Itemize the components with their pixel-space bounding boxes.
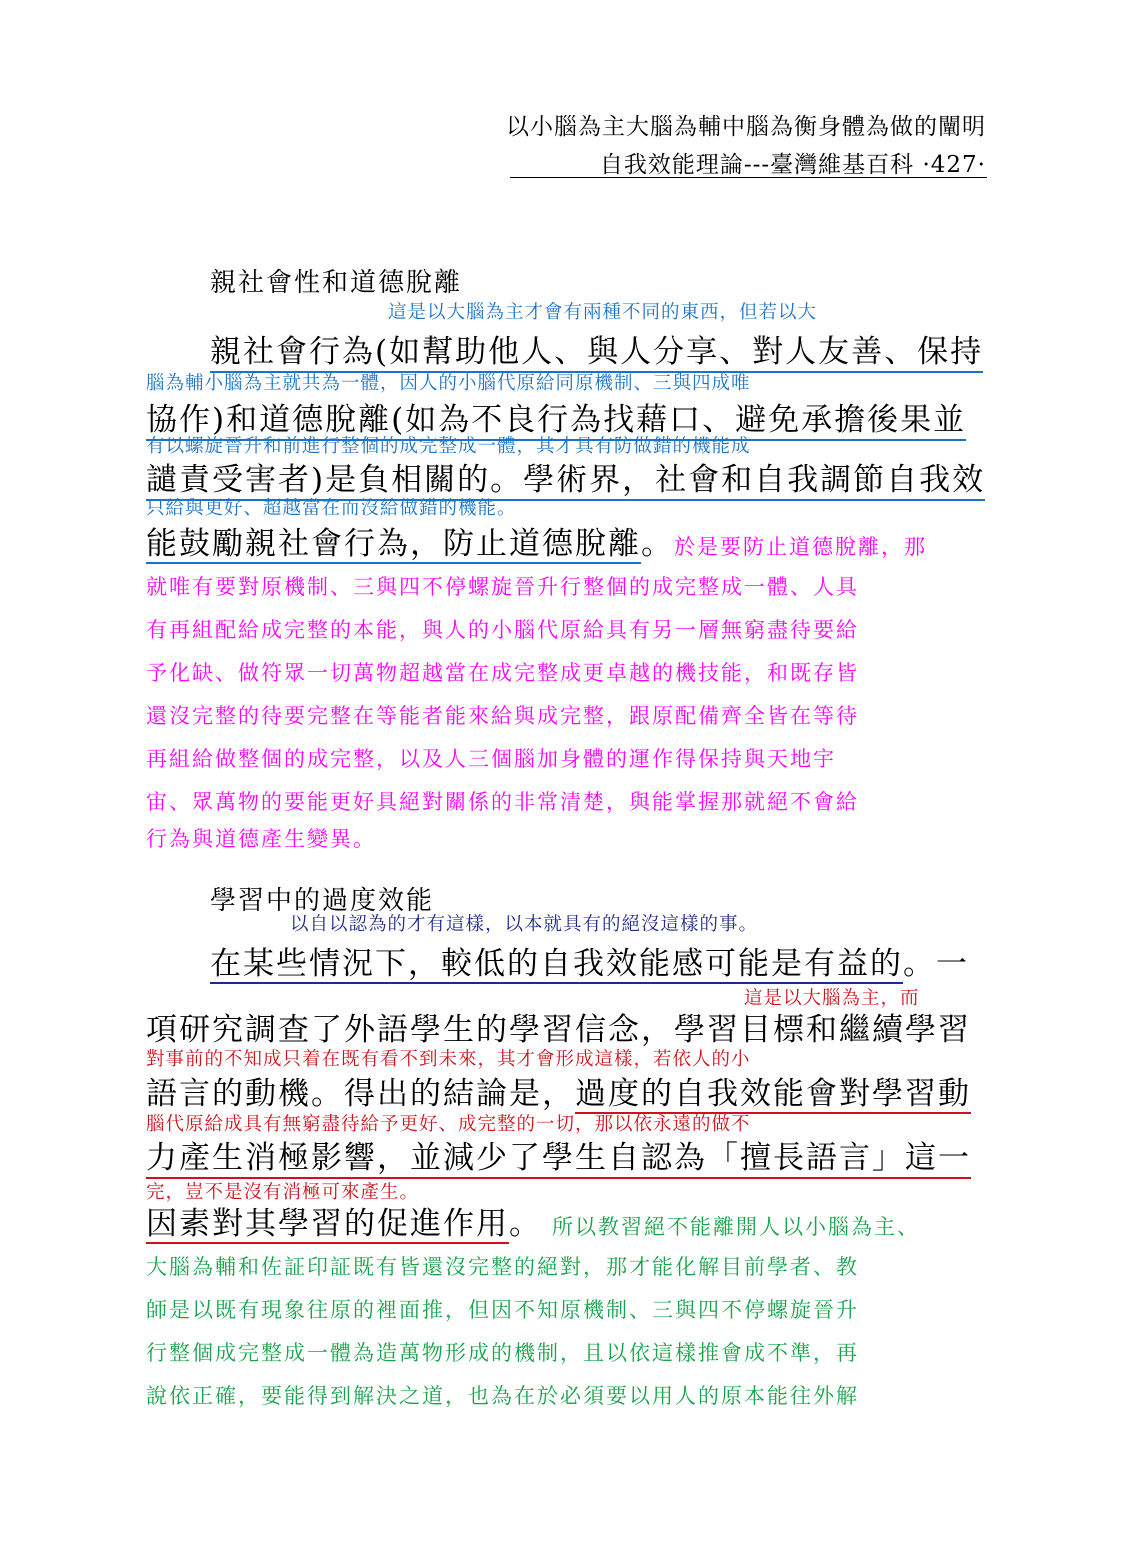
comment-paragraph-line: 宙、眾萬物的要能更好具絕對關係的非常清楚，與能掌握那就絕不會給 xyxy=(146,790,859,814)
body-text-line: 力產生消極影響，並減少了學生自認為「擅長語言」這一 xyxy=(146,1132,971,1179)
running-header-subtitle: 自我效能理論---臺灣維基百科 ·427· xyxy=(599,152,986,178)
comment-paragraph-line: 還沒完整的待要完整在等能者能來給與成完整，跟原配備齊全皆在等待 xyxy=(146,704,859,728)
annotation-note: 完，豈不是沒有消極可來產生。 xyxy=(146,1182,420,1203)
body-text-segment: 過度的自我效能會對學習動 xyxy=(575,1076,971,1112)
body-text-line: 項研究調查了外語學生的學習信念，學習目標和繼續學習 xyxy=(146,1012,971,1048)
inline-comment: 於是要防止道德脫離，那 xyxy=(674,535,927,559)
body-text-segment: 在某些情況下，較低的自我效能感可能是有益的 xyxy=(210,946,903,982)
body-text-punct: 。 xyxy=(641,526,674,562)
body-text-line xyxy=(210,938,969,983)
body-text-line: 親社會行為(如幫助他人、與人分享、對人友善、保持 xyxy=(210,326,983,373)
body-text-line: 協作)和道德脫離(如為不良行為找藉口、避免承擔後果並 xyxy=(146,394,966,441)
comment-paragraph-line: 師是以既有現象往原的裡面推，但因不知原機制、三與四不停螺旋晉升 xyxy=(146,1298,859,1322)
annotation-note: 對事前的不知成只着在既有看不到未來，其才會形成這樣，若依人的小 xyxy=(146,1049,751,1070)
body-text-line: 譴責受害者)是負相關的。學術界，社會和自我調節自我效 xyxy=(146,454,985,501)
body-text-punct: 。 xyxy=(509,1206,542,1242)
comment-paragraph-line: 說依正確，要能得到解決之道，也為在於必須要以用人的原本能往外解 xyxy=(146,1384,859,1408)
header-rule xyxy=(510,177,987,178)
body-text-line-with-comment xyxy=(146,1198,920,1243)
annotation-note: 腦代原給成具有無窮盡待給予更好、成完整的一切，那以依永遠的做不 xyxy=(146,1114,751,1135)
running-header-title: 以小腦為主大腦為輔中腦為衡身體為做的闡明 xyxy=(506,114,986,140)
comment-paragraph-line: 就唯有要對原機制、三與四不停螺旋晉升行整個的成完整成一體、人具 xyxy=(146,575,859,599)
inline-comment: 所以教習絕不能離開人以小腦為主、 xyxy=(552,1215,920,1239)
annotation-note: 腦為輔小腦為主就共為一體，因人的小腦代原給同原機制、三與四成唯 xyxy=(146,373,751,394)
comment-paragraph-line: 再組給做整個的成完整，以及人三個腦加身體的運作得保持與天地宇 xyxy=(146,747,836,771)
body-text-segment: 因素對其學習的促進作用 xyxy=(146,1206,509,1242)
annotation-note: 以自以認為的才有這樣，以本就具有的絕沒這樣的事。 xyxy=(290,914,759,935)
body-text-line xyxy=(146,1068,971,1113)
section-heading-prosocial: 親社會性和道德脫離 xyxy=(210,268,463,298)
annotation-note: 有以螺旋晉升和前進行整個的成完整成一體，其才具有防做錯的機能成 xyxy=(146,436,751,457)
comment-paragraph-line: 有再組配給成完整的本能，與人的小腦代原給具有另一層無窮盡待要給 xyxy=(146,618,859,642)
annotation-note: 這是以大腦為主才會有兩種不同的東西，但若以大 xyxy=(388,302,818,323)
body-text-segment: 。一 xyxy=(903,946,969,982)
annotation-note: 這是以大腦為主，而 xyxy=(744,988,920,1009)
annotation-note: 只給與更好、超越當在而沒給做錯的機能。 xyxy=(146,498,517,519)
section-heading-overefficacy: 學習中的過度效能 xyxy=(210,886,435,916)
body-text-line-with-comment xyxy=(146,518,927,563)
body-text-segment: 能鼓勵親社會行為，防止道德脫離 xyxy=(146,526,641,562)
comment-paragraph-line: 大腦為輔和佐証印証既有皆還沒完整的絕對，那才能化解目前學者、教 xyxy=(146,1255,859,1279)
comment-paragraph-line: 予化缺、做符眾一切萬物超越當在成完整成更卓越的機技能，和既存皆 xyxy=(146,661,859,685)
body-text-segment: 語言的動機。得出的結論是， xyxy=(146,1076,575,1112)
comment-paragraph-line: 行整個成完整成一體為造萬物形成的機制，且以依這樣推會成不準，再 xyxy=(146,1341,859,1365)
comment-paragraph-line: 行為與道德產生變異。 xyxy=(146,827,376,851)
